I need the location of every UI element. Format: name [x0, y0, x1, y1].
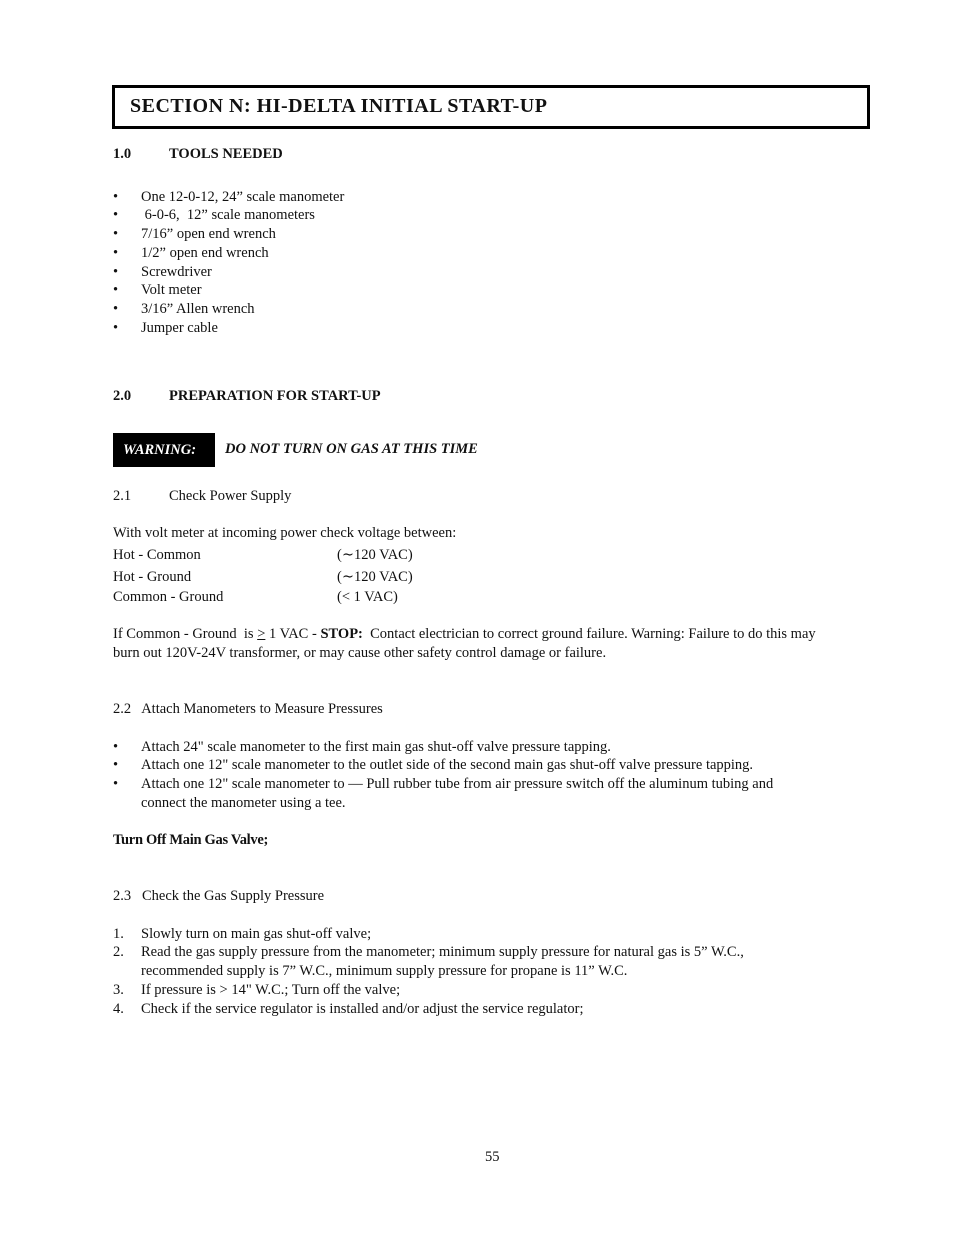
- voltage-row-value: (∼120 VAC): [337, 569, 413, 585]
- bullet-icon: •: [113, 320, 119, 336]
- bullet-icon: •: [113, 757, 119, 773]
- step-item-continuation: recommended supply is 7” W.C., minimum supply pressure for propane is 11” W.C.: [141, 963, 628, 979]
- voltage-row-label: Hot - Common: [113, 547, 201, 563]
- section-title-box: [112, 85, 870, 129]
- bullet-icon: •: [113, 301, 119, 317]
- warning-label: WARNING:: [123, 442, 197, 458]
- bullet-icon: •: [113, 264, 119, 280]
- voltage-intro: With volt meter at incoming power check voltage between:: [113, 525, 457, 541]
- section-1-number: 1.0: [113, 146, 132, 162]
- bullet-icon: •: [113, 189, 119, 205]
- voltage-row-value: (∼120 VAC): [337, 547, 413, 563]
- section-2-number: 2.0: [113, 388, 132, 404]
- bullet-icon: •: [113, 207, 119, 223]
- ground-failure-note-line2: burn out 120V-24V transformer, or may cause other safety control damage or failure.: [113, 645, 607, 661]
- section-2-3-heading: 2.3 Check the Gas Supply Pressure: [113, 888, 325, 904]
- voltage-row-label: Hot - Ground: [113, 569, 192, 585]
- section-2-heading: PREPARATION FOR START-UP: [169, 388, 381, 404]
- list-item-continuation: connect the manometer using a tee.: [141, 795, 346, 811]
- warning-message: DO NOT TURN ON GAS AT THIS TIME: [225, 441, 478, 457]
- ground-failure-note: If Common - Ground is > 1 VAC - STOP: Contact electrician to correct ground failure. Warning: Failure to do this may: [113, 626, 816, 642]
- section-2-2-heading: 2.2 Attach Manometers to Measure Pressures: [113, 701, 383, 717]
- bullet-icon: •: [113, 282, 119, 298]
- bullet-icon: •: [113, 776, 119, 792]
- warning-badge: [113, 433, 215, 467]
- section-2-1-number: 2.1: [113, 488, 132, 504]
- section-2-1-heading: Check Power Supply: [169, 488, 292, 504]
- section-1-heading: TOOLS NEEDED: [169, 146, 283, 162]
- bullet-icon: •: [113, 739, 119, 755]
- bullet-icon: •: [113, 226, 119, 242]
- section-title: SECTION N: HI-DELTA INITIAL START-UP: [130, 95, 548, 117]
- voltage-row-label: Common - Ground: [113, 589, 224, 605]
- bullet-icon: •: [113, 245, 119, 261]
- voltage-row-value: (< 1 VAC): [337, 589, 398, 605]
- page-number: 55: [485, 1149, 500, 1165]
- turn-off-note: Turn Off Main Gas Valve;: [113, 832, 269, 848]
